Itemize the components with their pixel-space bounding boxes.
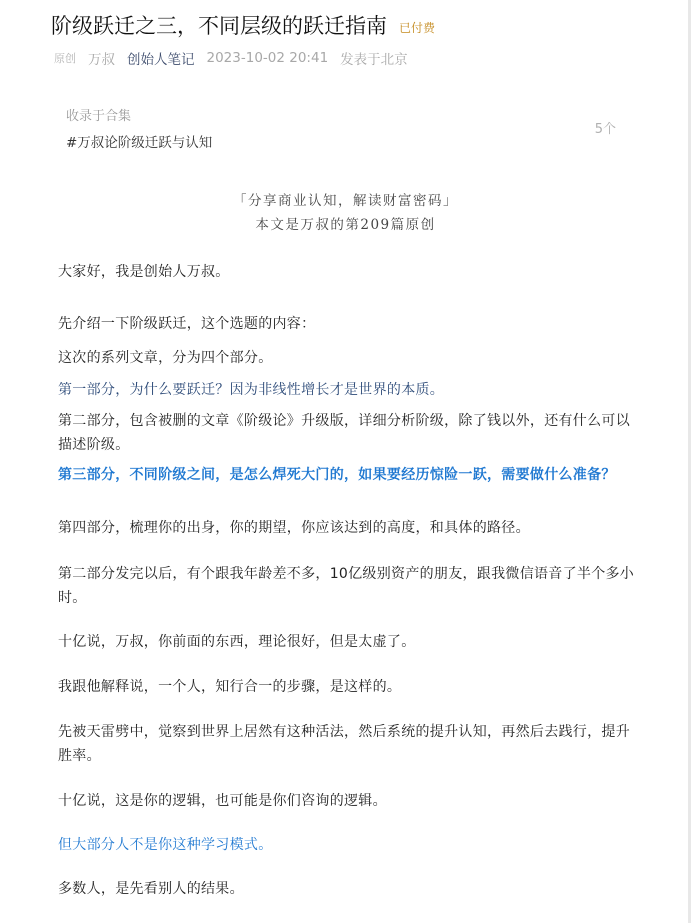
paragraph: 这次的系列文章，分为四个部分。 [58, 350, 273, 366]
paragraph: 大家好，我是创始人万叔。 [58, 264, 230, 280]
article-meta [54, 48, 408, 68]
paragraph: 第二部分，包含被删的文章《阶级论》升级版，详细分析阶级，除了钱以外，还有什么可以描述阶级。 [58, 413, 630, 453]
collection-tag-link[interactable]: #万叔论阶级迁跃与认知 [66, 135, 213, 151]
original-label: 原创 [54, 52, 76, 65]
publish-datetime: 2023-10-02 20:41 [206, 50, 329, 66]
paragraph: 十亿说，这是你的逻辑，也可能是你们咨询的逻辑。 [58, 793, 387, 809]
paragraph: 第二部分发完以后，有个跟我年龄差不多，10亿级别资产的朋友，跟我微信语音了半个多小时。 [58, 566, 635, 606]
publish-location: 发表于北京 [340, 52, 408, 68]
author-name[interactable]: 万叔 [88, 52, 115, 68]
paragraph-highlight: 但大部分人不是你这种学习模式。 [58, 837, 273, 853]
collection-count[interactable]: 5个 [594, 122, 616, 137]
slogan-line-2: 本文是万叔的第209篇原创 [255, 217, 436, 233]
paragraph-highlight: 第三部分，不同阶级之间，是怎么焊死大门的，如果要经历惊险一跃，需要做什么准备？ [58, 467, 616, 483]
paragraph: 我跟他解释说，一个人，知行合一的步骤，是这样的。 [58, 679, 402, 695]
article-title: 阶级跃迁之三，不同层级的跃迁指南 [51, 14, 387, 38]
paragraph: 先介绍一下阶级跃迁，这个选题的内容： [58, 316, 316, 332]
paragraph: 第一部分，为什么要跃迁？因为非线性增长才是世界的本质。 [58, 382, 445, 398]
slogan-line-1: 「分享商业认知，解读财富密码」 [233, 193, 458, 209]
collection-label: 收录于合集 [66, 109, 132, 124]
paragraph: 第四部分，梳理你的出身，你的期望，你应该达到的高度，和具体的路径。 [58, 520, 530, 536]
article-header [51, 10, 435, 40]
paragraph: 多数人，是先看别人的结果。 [58, 881, 244, 897]
paid-badge: 已付费 [399, 20, 436, 35]
paragraph: 十亿说，万叔，你前面的东西，理论很好，但是太虚了。 [58, 634, 416, 650]
collection-box[interactable] [66, 105, 616, 151]
account-name-link[interactable]: 创始人笔记 [127, 52, 195, 68]
paragraph: 先被天雷劈中，觉察到世界上居然有这种活法，然后系统的提升认知，再然后去践行，提升胜率。 [58, 724, 630, 764]
